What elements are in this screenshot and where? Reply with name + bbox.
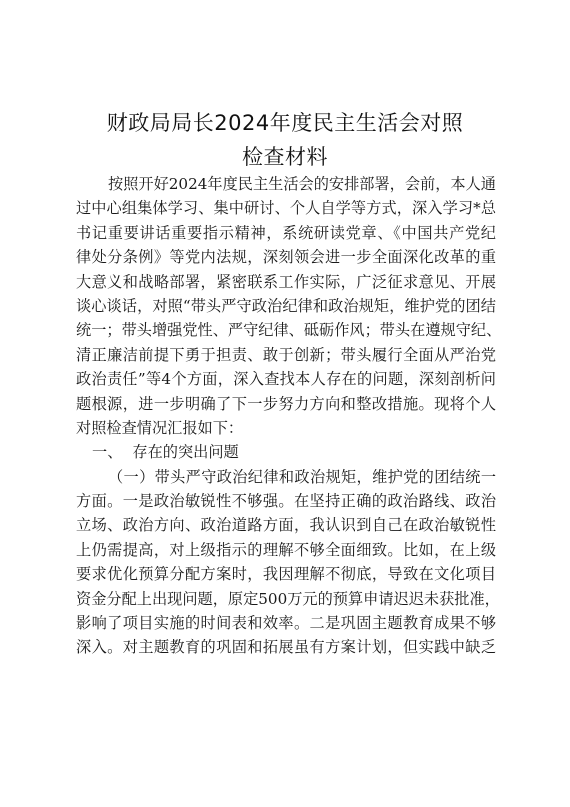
section-line: 上仍需提高，对上级指示的理解不够全面细致。比如，在上级 bbox=[76, 540, 496, 559]
section-line: 方面。一是政治敏锐性不够强。在坚持正确的政治路线、政治 bbox=[76, 492, 496, 511]
section-line: （一）带头严守政治纪律和政治规矩，维护党的团结统一 bbox=[108, 467, 496, 486]
section-line: 要求优化预算分配方案时，我因理解不彻底，导致在文化项目 bbox=[76, 565, 496, 584]
intro-line: 谈心谈话，对照“带头严守政治纪律和政治规矩，维护党的团结 bbox=[76, 296, 496, 315]
section-line: 立场、政治方向、政治道路方面，我认识到自己在政治敏锐性 bbox=[76, 516, 496, 535]
intro-line: 清正廉洁前提下勇于担责、敢于创新；带头履行全面从严治党 bbox=[76, 345, 496, 364]
intro-line: 对照检查情况汇报如下： bbox=[76, 418, 244, 437]
section-number: 一、 bbox=[92, 443, 123, 462]
document-title-line1: 财政局局长2024年度民主生活会对照 bbox=[106, 111, 464, 135]
intro-line: 政治责任”等4个方面，深入查找本人存在的问题，深刻剖析问 bbox=[76, 370, 496, 389]
section-heading bbox=[76, 440, 496, 464]
intro-line: 过中心组集体学习、集中研讨、个人自学等方式，深入学习*总 bbox=[76, 199, 496, 218]
section-line: 影响了项目实施的时间表和效率。二是巩固主题教育成果不够 bbox=[76, 614, 496, 633]
intro-line: 题根源，进一步明确了下一步努力方向和整改措施。现将个人 bbox=[76, 394, 496, 413]
intro-line: 律处分条例》等党内法规，深刻领会进一步全面深化改革的重 bbox=[76, 248, 496, 267]
intro-line: 书记重要讲话重要指示精神，系统研读党章、《中国共产党纪 bbox=[76, 223, 496, 242]
intro-line: 按照开好2024年度民主生活会的安排部署，会前，本人通 bbox=[108, 175, 496, 193]
section-line: 深入。对主题教育的巩固和拓展虽有方案计划，但实践中缺乏 bbox=[76, 638, 496, 657]
intro-line: 大意义和战略部署，紧密联系工作实际，广泛征求意见、开展 bbox=[76, 272, 496, 291]
section-title: 存在的突出问题 bbox=[132, 443, 239, 462]
document-body bbox=[76, 172, 502, 660]
document-title-line2: 检查材料 bbox=[242, 145, 328, 169]
intro-line: 统一；带头增强党性、严守纪律、砥砺作风；带头在遵规守纪、 bbox=[76, 321, 502, 340]
section-line: 资金分配上出现问题，原定500万元的预算申请迟迟未获批准， bbox=[76, 589, 500, 608]
